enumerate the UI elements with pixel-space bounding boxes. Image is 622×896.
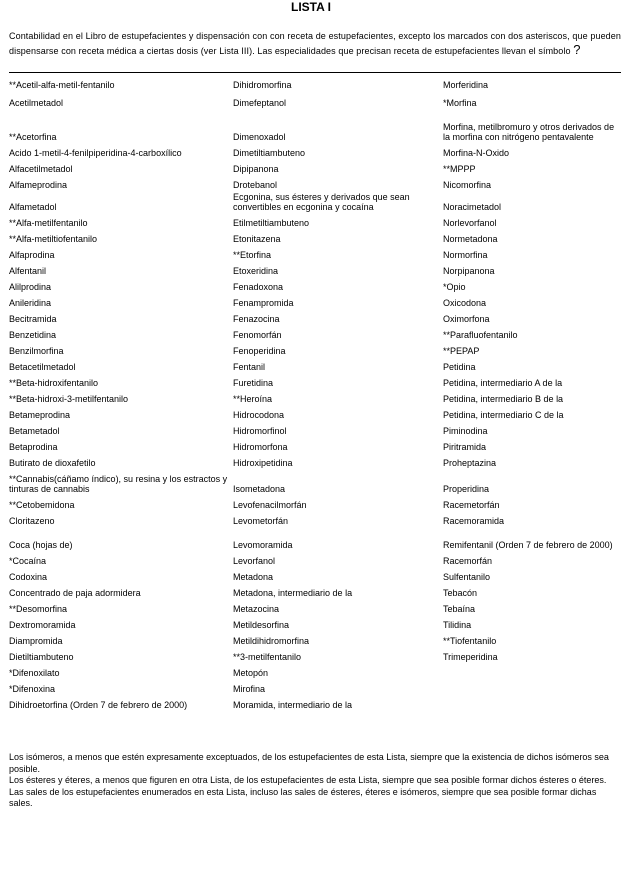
col-3-substance: Petidina, intermediario A de la [443,378,563,388]
col-1-substance: Benzilmorfina [9,346,64,356]
col-1-substance: Alfaprodina [9,250,55,260]
col-2-substance: Etilmetiltiambuteno [233,218,310,228]
table-row [9,512,621,528]
col-3-substance: Racemorfán [443,556,493,566]
col-2-substance: Hidrocodona [233,410,285,420]
table-row [9,230,621,246]
col-2-substance: Levorfanol [233,556,276,566]
col-1-substance: Betacetilmetadol [9,362,76,372]
col-3-substance: Morfina-N-Oxido [443,148,510,158]
table-row [9,110,621,144]
col-3-substance: Normetadona [443,234,498,244]
col-3-substance: Nicomorfina [443,180,492,190]
col-2-substance: Isometadona [233,484,286,494]
table-row [9,600,621,616]
table-row [9,92,621,110]
col-2-substance: Metildesorfina [233,620,290,630]
col-1-substance: Dextromoramida [9,620,76,630]
col-1-substance: *Cocaína [9,556,47,566]
footer-note: Los isómeros, a menos que estén expresamente exceptuados, de los estupefacientes de esta Lista, siempre que la existencia de dichos isómeros sea posible. [9,752,609,774]
prescription-symbol: ? [573,42,581,57]
col-2-substance: Moramida, intermediario de la [233,700,353,710]
table-row [9,528,621,552]
col-3-substance: Morferidina [443,80,489,90]
table-row [9,246,621,262]
col-1-substance: **Cetobemidona [9,500,75,510]
col-1-substance: Acido 1-metil-4-fenilpiperidina-4-carboxílico [9,148,182,158]
col-1-substance: **Desomorfina [9,604,68,614]
col-2-substance: Fenazocina [233,314,280,324]
table-row [9,696,621,712]
col-3-substance: Racemoramida [443,516,505,526]
col-3-substance: Remifentanil (Orden 7 de febrero de 2000) [443,540,613,550]
substance-table [9,76,621,712]
col-1-substance: Alfacetilmetadol [9,164,73,174]
table-row [9,342,621,358]
col-2-substance: Levofenacilmorfán [233,500,307,510]
col-3-substance: Tebacón [443,588,478,598]
col-3-substance: *Opio [443,282,466,292]
col-2-substance: Metildihidromorfina [233,636,310,646]
col-1-substance: Concentrado de paja adormidera [9,588,141,598]
col-3-substance: *Morfina [443,98,477,108]
table-row [9,616,621,632]
col-3-substance: Sulfentanilo [443,572,491,582]
col-2-substance: Fenomorfán [233,330,282,340]
col-3-substance: Petidina, intermediario B de la [443,394,564,404]
col-1-substance: Coca (hojas de) [9,540,73,550]
col-3-substance: Normorfina [443,250,488,260]
col-1-substance: Dihidroetorfina (Orden 7 de febrero de 2000) [9,700,188,710]
col-2-substance: Metopón [233,668,269,678]
col-1-substance: Betaprodina [9,442,58,452]
col-1-substance: Dietiltiambuteno [9,652,74,662]
col-1-substance: Diampromida [9,636,63,646]
col-2-substance: **3-metilfentanilo [233,652,302,662]
intro-paragraph [9,30,621,58]
col-3-substance: Piritramida [443,442,487,452]
table-row [9,438,621,454]
col-1-substance: Alfameprodina [9,180,68,190]
table-row [9,496,621,512]
table-row [9,648,621,664]
table-row [9,144,621,160]
col-1-substance: Acetilmetadol [9,98,64,108]
col-1-substance: *Difenoxina [9,684,56,694]
table-row [9,358,621,374]
col-2-substance: Ecgonina, sus ésteres y derivados que sean convertibles en ecgonina y cocaína [233,192,410,212]
col-2-substance: Metadona [233,572,274,582]
col-2-substance: Drotebanol [233,180,278,190]
col-2-substance: Fenadoxona [233,282,284,292]
page-title: LISTA I [291,0,331,14]
table-row [9,632,621,648]
col-1-substance: **Alfa-metiltiofentanilo [9,234,98,244]
col-2-substance: Hidromorfinol [233,426,287,436]
col-3-substance: Oxicodona [443,298,487,308]
col-3-substance: **PEPAP [443,346,480,356]
col-1-substance: Alfentanil [9,266,47,276]
col-2-substance: Fenampromida [233,298,294,308]
col-1-substance: **Alfa-metilfentanilo [9,218,88,228]
col-3-substance: Noracimetadol [443,202,502,212]
col-2-substance: Fentanil [233,362,266,372]
col-3-substance: Tilidina [443,620,472,630]
col-1-substance: Alilprodina [9,282,52,292]
table-row [9,374,621,390]
col-2-substance: Metadona, intermediario de la [233,588,353,598]
col-2-substance: Levomoramida [233,540,293,550]
col-3-substance: **MPPP [443,164,476,174]
table-row [9,310,621,326]
col-3-substance: Norpipanona [443,266,495,276]
col-2-substance: Etonitazena [233,234,281,244]
col-2-substance: Furetidina [233,378,274,388]
col-1-substance: **Cannabis(cáñamo índico), su resina y los estractos y tinturas de cannabis [9,474,228,494]
col-3-substance: Racemetorfán [443,500,500,510]
col-1-substance: Betametadol [9,426,60,436]
col-3-substance: Properidina [443,484,490,494]
col-2-substance: **Heroína [233,394,273,404]
col-1-substance: Butirato de dioxafetilo [9,458,96,468]
header-divider [9,72,621,73]
col-2-substance: Dimenoxadol [233,132,286,142]
col-1-substance: **Beta-hidroxifentanilo [9,378,99,388]
table-row [9,470,621,496]
col-1-substance: **Beta-hidroxi-3-metilfentanilo [9,394,129,404]
col-3-substance: Petidina [443,362,476,372]
intro-text: Contabilidad en el Libro de estupefacientes y dispensación con con receta de estupefacientes, excepto los marcados con dos asteriscos, que pueden dispensarse con receta médica a ciertas dosis (ver Lista III). Las especialidades que precisan receta de estupefacientes llevan el símbolo [9,31,621,56]
table-row [9,214,621,230]
table-row [9,552,621,568]
col-1-substance: Anileridina [9,298,52,308]
col-2-substance: Metazocina [233,604,280,614]
col-1-substance: Alfametadol [9,202,57,212]
col-3-substance: Petidina, intermediario C de la [443,410,564,420]
footer-notes [9,752,621,810]
table-row [9,406,621,422]
col-2-substance: Mirofina [233,684,266,694]
table-row [9,390,621,406]
col-3-substance: Tebaína [443,604,476,614]
col-1-substance: **Acetorfina [9,132,57,142]
col-2-substance: Dipipanona [233,164,279,174]
table-row [9,294,621,310]
col-2-substance: Dimefeptanol [233,98,287,108]
col-3-substance: Piminodina [443,426,488,436]
table-row [9,278,621,294]
table-row [9,160,621,176]
footer-note: Las sales de los estupefacientes enumerados en esta Lista, incluso las sales de ésteres, éteres e isómeros, siempre que sea posible formar dichas sales. [9,786,597,808]
col-1-substance: **Acetil-alfa-metil-fentanilo [9,80,115,90]
table-row [9,454,621,470]
col-2-substance: Hidromorfona [233,442,288,452]
col-2-substance: Dimetiltiambuteno [233,148,306,158]
table-row [9,76,621,92]
table-row [9,664,621,680]
col-1-substance: Betameprodina [9,410,71,420]
table-row [9,326,621,342]
col-3-substance: **Tiofentanilo [443,636,497,646]
col-2-substance: Dihidromorfina [233,80,292,90]
col-3-substance: Norlevorfanol [443,218,497,228]
col-3-substance: Morfina, metilbromuro y otros derivados de la morfina con nitrógeno pentavalente [443,122,615,142]
col-2-substance: Fenoperidina [233,346,286,356]
col-1-substance: Codoxina [9,572,48,582]
table-row [9,422,621,438]
table-row [9,262,621,278]
col-1-substance: *Difenoxilato [9,668,60,678]
footer-note: Los ésteres y éteres, a menos que figuren en otra Lista, de los estupefacientes de esta Lista, siempre que sea posible formar dichos ésteres o éteres. [9,775,607,785]
table-row [9,568,621,584]
table-row [9,192,621,214]
table-row [9,680,621,696]
col-2-substance: **Etorfina [233,250,272,260]
col-1-substance: Becitramida [9,314,57,324]
col-1-substance: Cloritazeno [9,516,55,526]
col-2-substance: Hidroxipetidina [233,458,293,468]
col-1-substance: Benzetidina [9,330,57,340]
table-row [9,176,621,192]
col-3-substance [443,710,621,712]
table-row [9,584,621,600]
col-3-substance: **Parafluofentanilo [443,330,518,340]
col-3-substance: Proheptazina [443,458,497,468]
col-3-substance: Oximorfona [443,314,490,324]
col-2-substance: Levometorfán [233,516,289,526]
col-3-substance: Trimeperidina [443,652,498,662]
col-2-substance: Etoxeridina [233,266,279,276]
